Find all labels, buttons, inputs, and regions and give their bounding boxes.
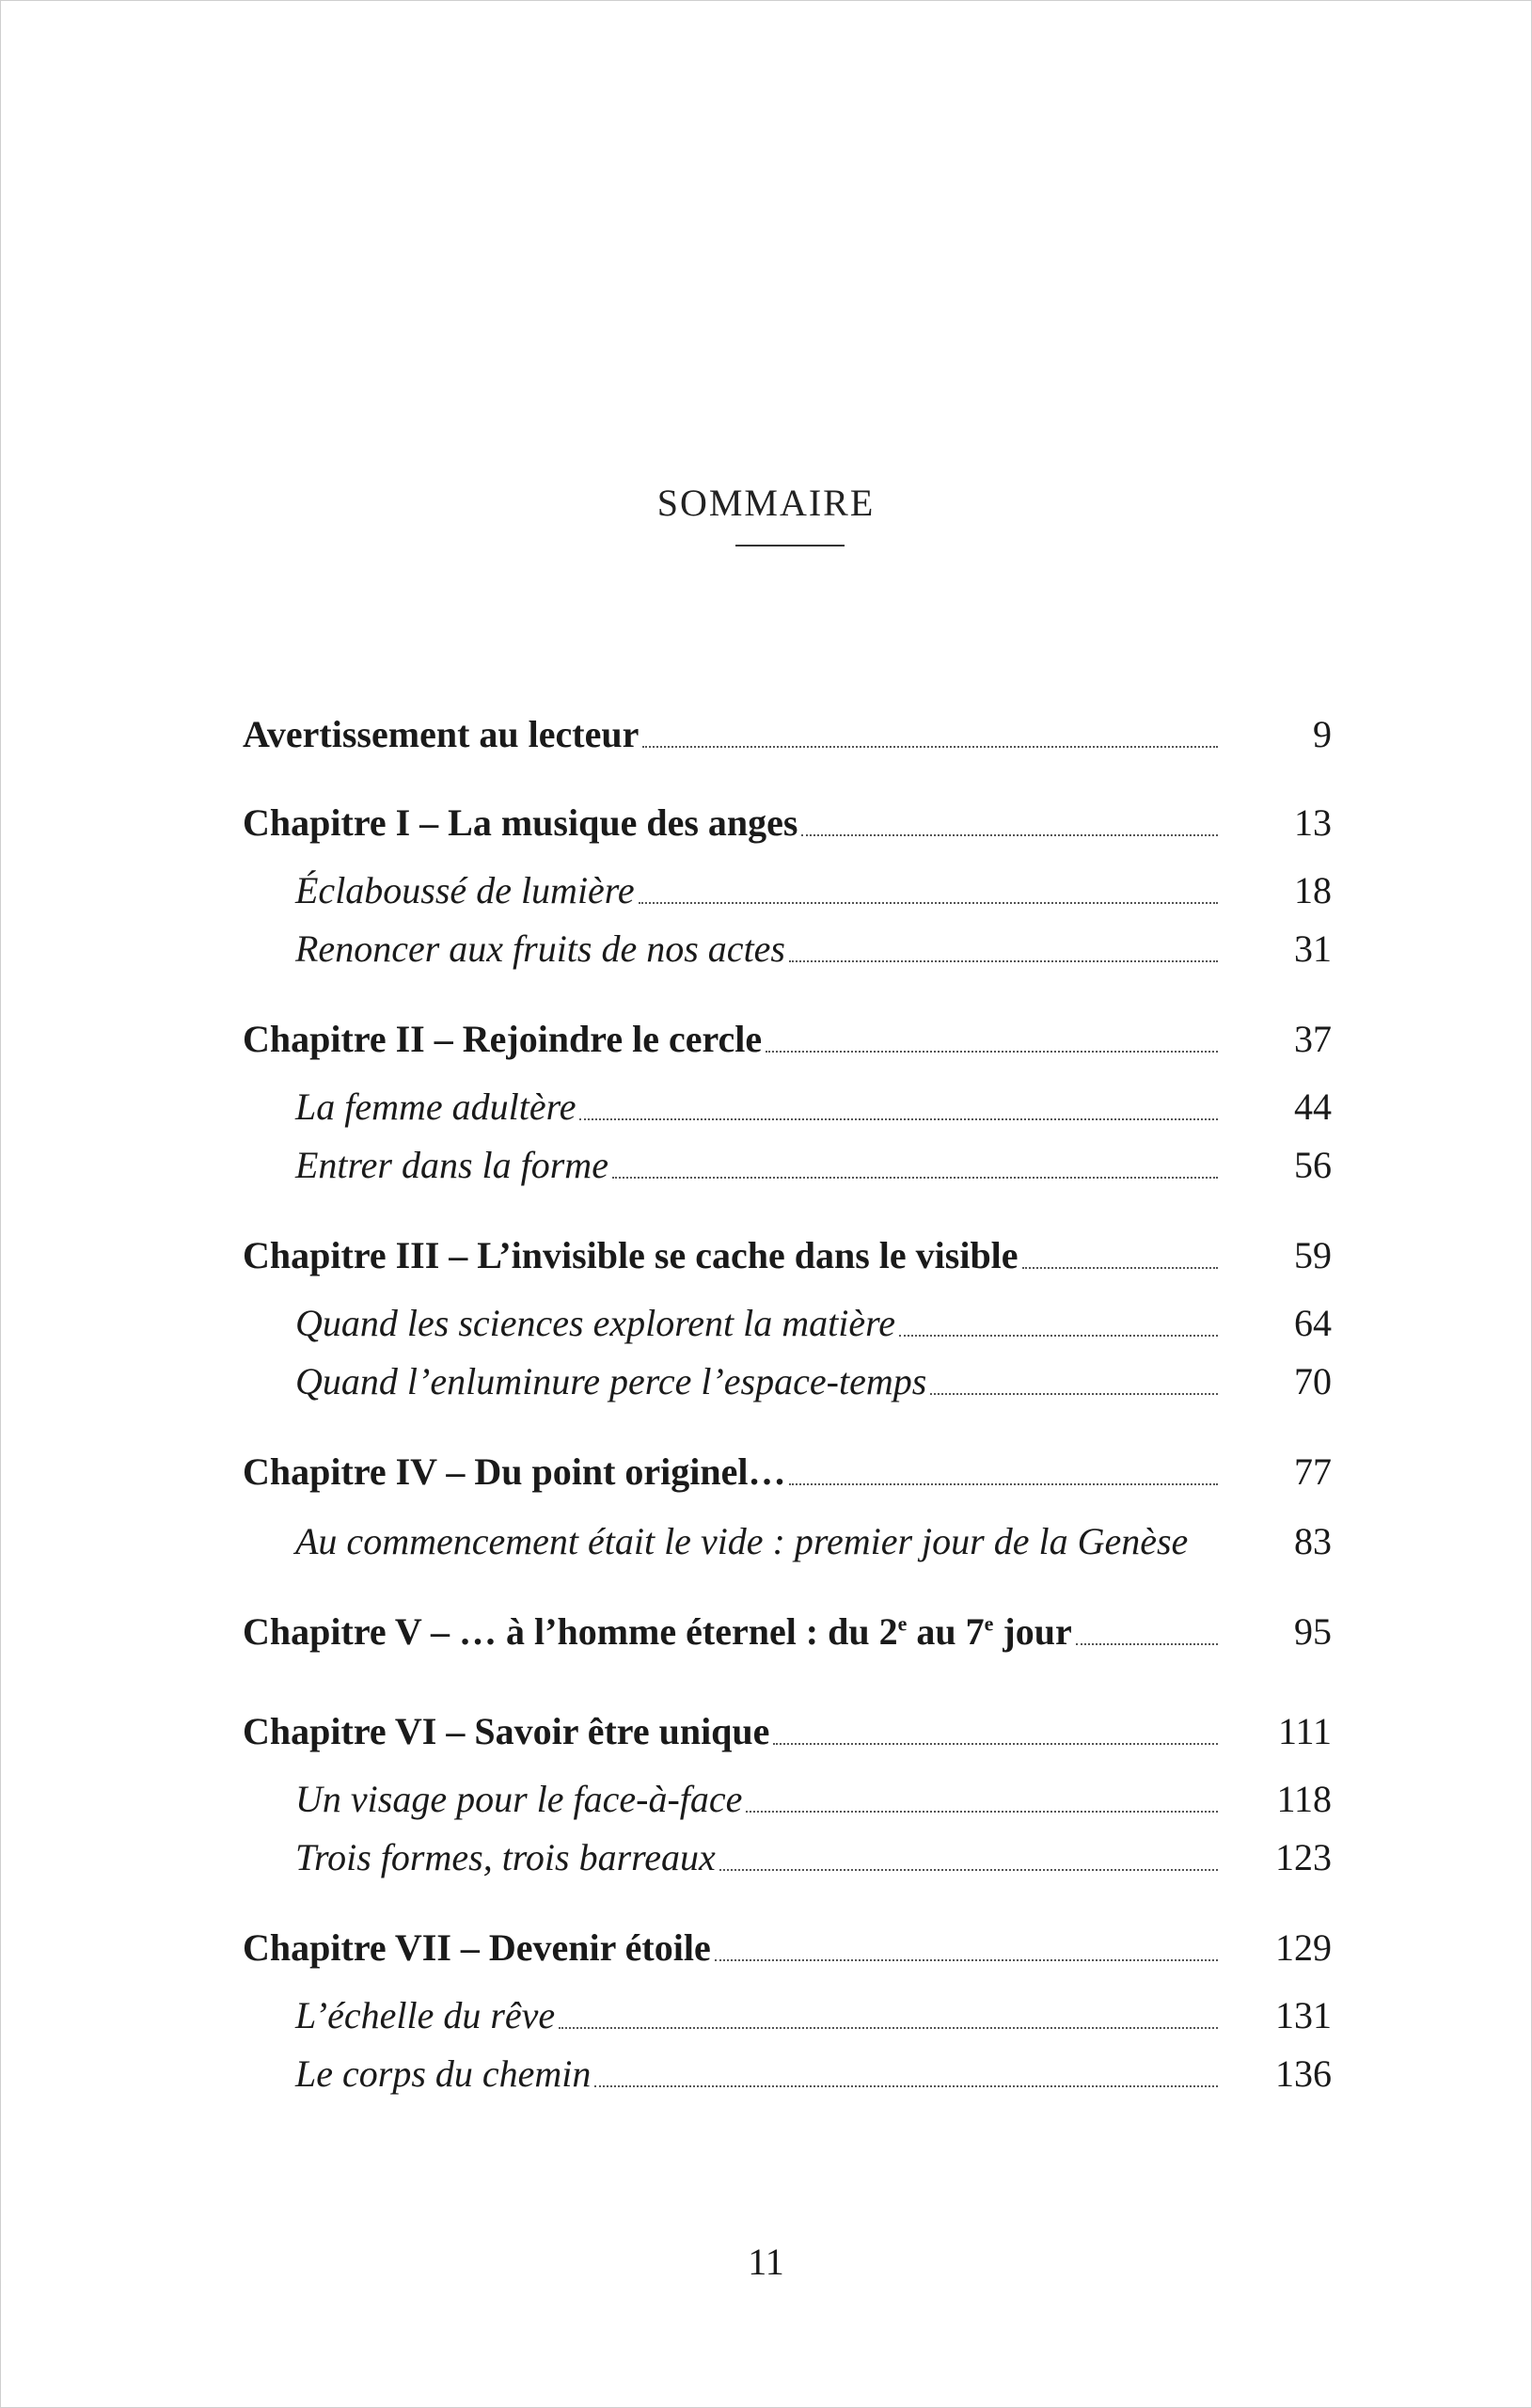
toc-entry-label: Entrer dans la forme	[295, 1144, 608, 1186]
dot-leader	[766, 1051, 1218, 1053]
toc-entry-section	[1, 1771, 1531, 1828]
dot-leader	[1022, 1267, 1218, 1269]
toc-entry-section	[1, 1830, 1531, 1886]
toc-entry-chapitre-5	[1, 1604, 1531, 1660]
dot-leader	[579, 1118, 1218, 1120]
toc-page-number: 59	[1294, 1234, 1332, 1276]
toc-entry-label	[243, 1610, 1072, 1653]
toc-page-number: 70	[1294, 1360, 1332, 1402]
toc-page-number: 56	[1294, 1144, 1332, 1186]
toc-entry-label: Renoncer aux fruits de nos actes	[295, 927, 785, 970]
toc-entry-section	[1, 2046, 1531, 2102]
dot-leader	[642, 746, 1218, 748]
toc-entry-section	[1, 921, 1531, 977]
toc-page-number: 37	[1294, 1018, 1332, 1060]
toc-page-number: 77	[1294, 1450, 1332, 1493]
dot-leader	[789, 960, 1218, 962]
toc-entry-label: Au commencement était le vide : premier jour de la Genèse	[295, 1520, 1189, 1562]
toc-entry-section	[1, 1079, 1531, 1135]
label-part: au 7	[907, 1610, 985, 1653]
page-folio-number: 11	[748, 2241, 784, 2283]
toc-page-number: 64	[1294, 1302, 1332, 1344]
dot-leader	[746, 1811, 1218, 1813]
label-part: jour	[993, 1610, 1072, 1653]
ordinal-suffix: e	[984, 1611, 994, 1636]
label-part: Chapitre V – … à l’homme éternel : du 2	[243, 1610, 898, 1653]
toc-page-number: 13	[1294, 801, 1332, 844]
dot-leader	[773, 1743, 1218, 1745]
toc-entry-section	[1, 1354, 1531, 1410]
toc-page-number: 31	[1294, 927, 1332, 970]
toc-entry-label: Chapitre II – Rejoindre le cercle	[243, 1018, 763, 1060]
toc-entry-label: Chapitre VI – Savoir être unique	[243, 1710, 770, 1752]
toc-entry-section	[1, 1137, 1531, 1194]
toc-entry-chapitre-3	[1, 1228, 1531, 1284]
ordinal-suffix: e	[897, 1611, 908, 1636]
dot-leader	[639, 902, 1218, 904]
toc-entry-section	[1, 1513, 1531, 1570]
toc-entry-label: Quand l’enluminure perce l’espace-temps	[295, 1360, 927, 1402]
toc-page-number: 95	[1294, 1610, 1332, 1653]
toc-page-number: 136	[1275, 2052, 1332, 2095]
toc-entry-label: L’échelle du rêve	[295, 1994, 556, 2036]
toc-entry-label: Quand les sciences explorent la matière	[295, 1302, 895, 1344]
toc-entry-label: La femme adultère	[295, 1085, 576, 1128]
toc-entry-label: Trois formes, trois barreaux	[295, 1836, 716, 1878]
toc-page-number: 118	[1276, 1778, 1332, 1820]
dot-leader	[719, 1869, 1218, 1871]
toc-entry-chapitre-6	[1, 1703, 1531, 1760]
toc-page-number: 123	[1275, 1836, 1332, 1878]
toc-page-number: 44	[1294, 1085, 1332, 1128]
dot-leader	[559, 2027, 1218, 2029]
title-underline	[735, 545, 845, 547]
toc-entry-section	[1, 1295, 1531, 1352]
toc-entry-label: Chapitre VII – Devenir étoile	[243, 1926, 711, 1969]
toc-entry-label: Un visage pour le face-à-face	[295, 1778, 743, 1820]
toc-entry-label: Chapitre III – L’invisible se cache dans le visible	[243, 1234, 1019, 1276]
toc-entry-label: Le corps du chemin	[295, 2052, 592, 2095]
dot-leader	[801, 834, 1218, 836]
toc-page-number: 83	[1294, 1520, 1332, 1562]
dot-leader	[1076, 1643, 1218, 1645]
dot-leader	[789, 1483, 1218, 1485]
toc-page-number: 131	[1275, 1994, 1332, 2036]
toc-entry-chapitre-7	[1, 1920, 1531, 1976]
toc-page-number: 129	[1275, 1926, 1332, 1969]
toc-entry-chapitre-4	[1, 1444, 1531, 1500]
toc-entry-section	[1, 863, 1531, 919]
toc-entry-avertissement	[1, 706, 1531, 763]
toc-entry-chapitre-2	[1, 1011, 1531, 1068]
dot-leader	[930, 1393, 1218, 1395]
toc-entry-label: Avertissement au lecteur	[243, 713, 640, 755]
toc-entry-section	[1, 1988, 1531, 2044]
toc-entry-label: Chapitre IV – Du point originel…	[243, 1450, 786, 1493]
dot-leader	[715, 1959, 1218, 1961]
dot-leader	[612, 1177, 1218, 1179]
toc-entry-label: Chapitre I – La musique des anges	[243, 801, 798, 844]
page-title: SOMMAIRE	[656, 482, 876, 524]
toc-entry-label: Éclaboussé de lumière	[295, 869, 635, 911]
toc-entry-chapitre-1	[1, 795, 1531, 851]
toc-page-number: 9	[1313, 713, 1332, 755]
dot-leader	[594, 2085, 1218, 2087]
toc-page-number: 18	[1294, 869, 1332, 911]
dot-leader	[899, 1335, 1218, 1337]
toc-page-number: 111	[1277, 1710, 1332, 1752]
